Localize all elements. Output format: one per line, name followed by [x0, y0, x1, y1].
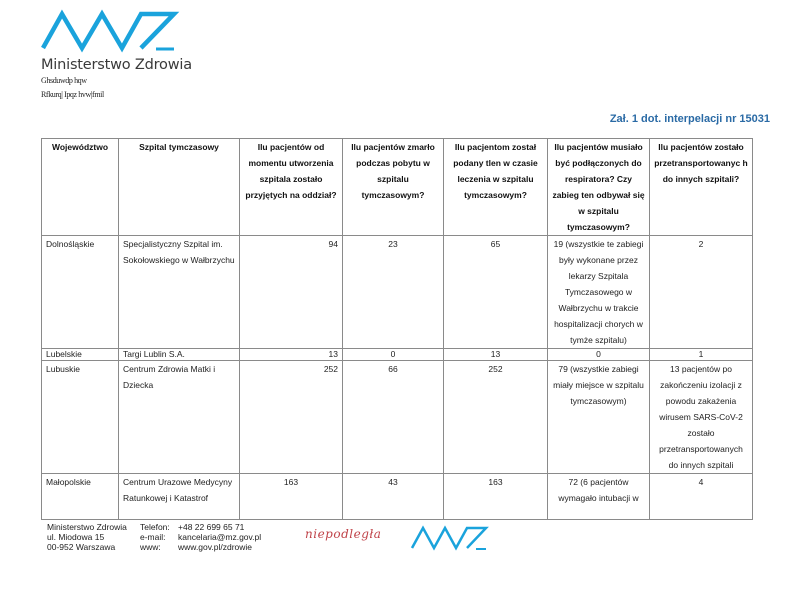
- column-header-transported: Ilu pacjentów zostało przetransportowanyc h do innych szpitali?: [650, 139, 753, 236]
- footer-contact-labels: [140, 522, 170, 552]
- cell-transported: 2: [650, 236, 753, 349]
- table-row: [42, 474, 753, 520]
- ministry-name: Ministerstwo Zdrowia: [41, 57, 192, 73]
- column-header-ventilator: Ilu pacjentów musiało być podłączonych do respiratora? Czy zabieg ten odbywał się w szpitalu tymczasowym?: [548, 139, 650, 236]
- table-row: [42, 236, 753, 349]
- footer-ministry-name: Ministerstwo Zdrowia: [47, 522, 127, 532]
- website-link[interactable]: www.gov.pl/zdrowie: [178, 542, 253, 552]
- column-header-died: Ilu pacjentów zmarło podczas pobytu w szpitalu tymczasowym?: [343, 139, 444, 236]
- column-header-oxygen: Ilu pacjentom został podany tlen w czasie leczenia w szpitalu tymczasowym?: [444, 139, 548, 236]
- cell-hospital: Centrum Zdrowia Matki i Dziecka: [119, 361, 240, 474]
- footer-address: [47, 522, 127, 552]
- cell-hospital: Centrum Urazowe Medycyny Ratunkowej i Katastrof: [119, 474, 240, 520]
- cell-voivodeship: Małopolskie: [42, 474, 119, 520]
- department-line: Ghsduwdp hqw: [41, 76, 87, 85]
- cell-transported: 1: [650, 349, 753, 361]
- cell-oxygen: 13: [444, 349, 548, 361]
- cell-transported: 13 pacjentów po zakończeniu izolacji z powodu zakażenia wirusem SARS-CoV-2 zostało przetransportowanych do innych szpitali: [650, 361, 753, 474]
- niepodlegla-logo: niepodległa: [305, 527, 382, 541]
- cell-ventilator: 19 (wszystkie te zabiegi były wykonane przez lekarzy Szpitala Tymczasowego w Wałbrzychu w trakcie hospitalizacji chorych w tymże szpitalu): [548, 236, 650, 349]
- email-label: e-mail:: [140, 532, 166, 542]
- www-label: www:: [140, 542, 161, 552]
- table-row: [42, 349, 753, 361]
- cell-voivodeship: Lubuskie: [42, 361, 119, 474]
- cell-hospital: Specjalistyczny Szpital im. Sokołowskiego w Wałbrzychu: [119, 236, 240, 349]
- table-row: [42, 361, 753, 474]
- phone-value: +48 22 699 65 71: [178, 522, 245, 532]
- column-header-voivodeship: Województwo: [42, 139, 119, 236]
- footer-contact-values: [178, 522, 261, 552]
- footer-city: 00-952 Warszawa: [47, 542, 116, 552]
- table-header-row: [42, 139, 753, 236]
- ministry-logo-small-icon: [410, 524, 490, 552]
- phone-label: Telefon:: [140, 522, 170, 532]
- cell-died: 23: [343, 236, 444, 349]
- footer-street: ul. Miodowa 15: [47, 532, 105, 542]
- cell-admitted: 163: [240, 474, 343, 520]
- cell-admitted: 13: [240, 349, 343, 361]
- cell-transported: 4: [650, 474, 753, 520]
- cell-died: 43: [343, 474, 444, 520]
- cell-oxygen: 252: [444, 361, 548, 474]
- attachment-title: Zał. 1 dot. interpelacji nr 15031: [609, 113, 770, 125]
- cell-hospital: Targi Lublin S.A.: [119, 349, 240, 361]
- cell-admitted: 94: [240, 236, 343, 349]
- cell-admitted: 252: [240, 361, 343, 474]
- cell-voivodeship: Dolnośląskie: [42, 236, 119, 349]
- email-link[interactable]: kancelaria@mz.gov.pl: [178, 532, 262, 542]
- cell-ventilator: 72 (6 pacjentów wymagało intubacji w: [548, 474, 650, 520]
- column-header-hospital: Szpital tymczasowy: [119, 139, 240, 236]
- person-line: Rfkurq| Ipqz hvw|fmil: [41, 90, 104, 99]
- column-header-admitted: Ilu pacjentów od momentu utworzenia szpitala zostało przyjętych na oddział?: [240, 139, 343, 236]
- cell-oxygen: 65: [444, 236, 548, 349]
- cell-oxygen: 163: [444, 474, 548, 520]
- ministry-logo-icon: [40, 8, 180, 54]
- cell-ventilator: 0: [548, 349, 650, 361]
- cell-voivodeship: Lubelskie: [42, 349, 119, 361]
- hospital-data-table: [41, 138, 753, 520]
- cell-died: 66: [343, 361, 444, 474]
- cell-died: 0: [343, 349, 444, 361]
- cell-ventilator: 79 (wszystkie zabiegi miały miejsce w szpitalu tymczasowym): [548, 361, 650, 474]
